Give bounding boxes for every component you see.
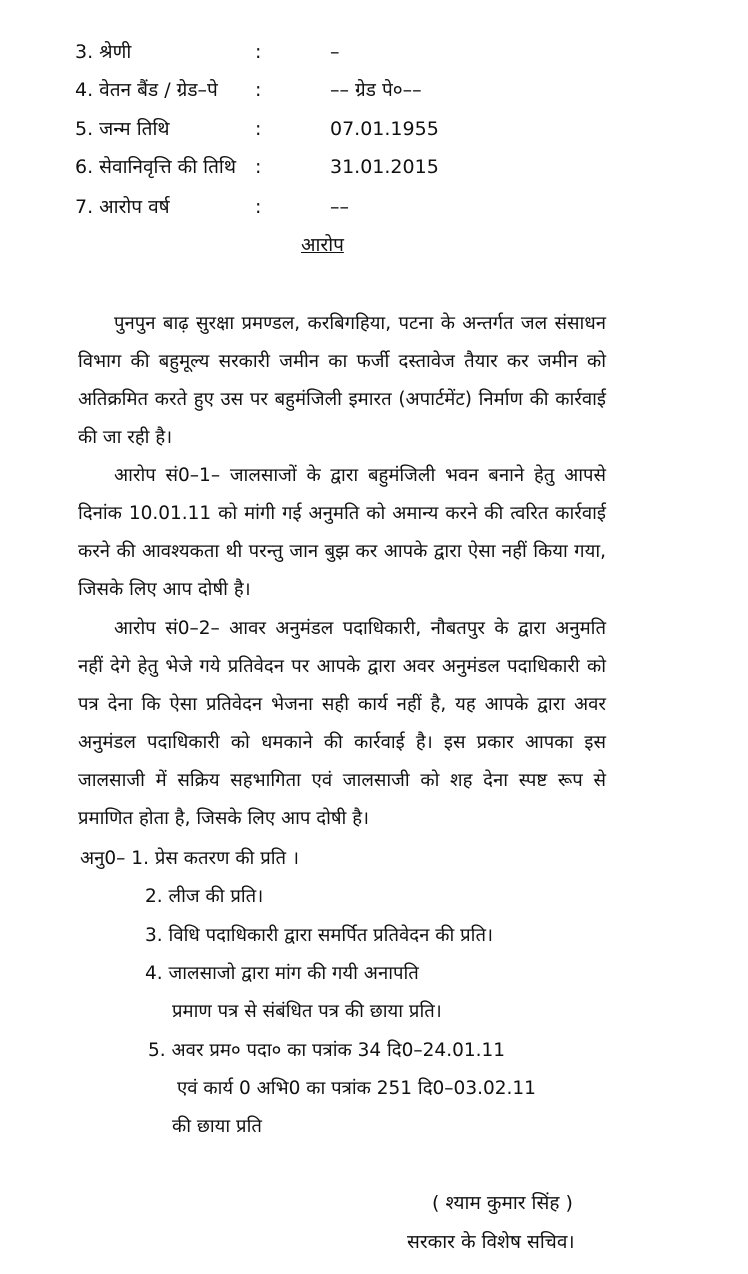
detail-value-category: – xyxy=(330,41,340,63)
detail-label-pay-band: 4. वेतन बैंड / ग्रेड–पे xyxy=(75,79,218,101)
enclosure-item: 2. लीज की प्रति। xyxy=(145,886,264,907)
enclosure-item: 3. विधि पदाधिकारी द्वारा समर्पित प्रतिवेदन की प्रति। xyxy=(145,925,494,946)
detail-value-pay-band: –– ग्रेड पे०–– xyxy=(330,79,422,101)
enclosure-item-continued: प्रमाण पत्र से संबंधित पत्र की छाया प्रति। xyxy=(172,1001,442,1022)
enclosure-item-continued: की छाया प्रति xyxy=(172,1116,262,1137)
paragraph-charge-2: आरोप सं0–2– आवर अनुमंडल पदाधिकारी, नौबतपुर के द्वारा अनुमति नहीं देगे हेतु भेजे गये प्रतिवेदन पर आपके द्वारा अवर अनुमंडल पदाधिकारी को पत्र देना कि ऐसा प्रतिवेदन भेजना सही कार्य नहीं है, यह आपके द्वारा अवर अनुमंडल पदाधिकारी को धमकाने की कार्रवाई है। इस प्रकार आपका इस जालसाजी में सक्रिय सहभागिता एवं जालसाजी को शह देना स्पष्ट रूप से प्रमाणित होता है, जिसके लिए आप दोषी है। xyxy=(78,618,606,829)
enclosure-item: अनु0– 1. प्रेस कतरण की प्रति । xyxy=(80,848,299,869)
detail-label-category: 3. श्रेणी xyxy=(75,41,132,63)
detail-colon: : xyxy=(255,156,262,178)
detail-label-retirement-date: 6. सेवानिवृत्ति की तिथि xyxy=(75,156,236,178)
detail-colon: : xyxy=(255,41,262,63)
detail-value-retirement-date: 31.01.2015 xyxy=(330,156,439,178)
enclosure-item-continued: एवं कार्य 0 अभि0 का पत्रांक 251 दि0–03.02.11 xyxy=(177,1078,536,1099)
detail-label-charge-year: 7. आरोप वर्ष xyxy=(75,196,170,218)
detail-colon: : xyxy=(255,196,262,218)
paragraph-intro: पुनपुन बाढ़ सुरक्षा प्रमण्डल, करबिगहिया, पटना के अन्तर्गत जल संसाधन विभाग की बहुमूल्य सरकारी जमीन का फर्जी दस्तावेज तैयार कर जमीन को अतिक्रमित करते हुए उस पर बहुमंजिली इमारत (अपार्टमेंट) निर्माण की कार्रवाई की जा रही है। xyxy=(78,313,606,448)
section-heading: आरोप xyxy=(301,234,344,256)
enclosure-item: 4. जालसाजो द्वारा मांग की गयी अनापति xyxy=(145,963,419,984)
detail-colon: : xyxy=(255,118,262,140)
detail-colon: : xyxy=(255,79,262,101)
enclosure-item: 5. अवर प्रम० पदा० का पत्रांक 34 दि0–24.01.11 xyxy=(148,1040,506,1061)
detail-label-birth-date: 5. जन्म तिथि xyxy=(75,118,170,140)
signatory-name: ( श्याम कुमार सिंह ) xyxy=(432,1192,573,1214)
signatory-designation: सरकार के विशेष सचिव। xyxy=(407,1231,575,1253)
paragraph-charge-1: आरोप सं0–1– जालसाजों के द्वारा बहुमंजिली भवन बनाने हेतु आपसे दिनांक 10.01.11 को मांगी गई अनुमति को अमान्य करने की त्वरित कार्रवाई करने की आवश्यकता थी परन्तु जान बुझ कर आपके द्वारा ऐसा नहीं किया गया, जिसके लिए आप दोषी है। xyxy=(78,465,606,600)
detail-value-birth-date: 07.01.1955 xyxy=(330,118,439,140)
detail-value-charge-year: –– xyxy=(330,196,349,218)
